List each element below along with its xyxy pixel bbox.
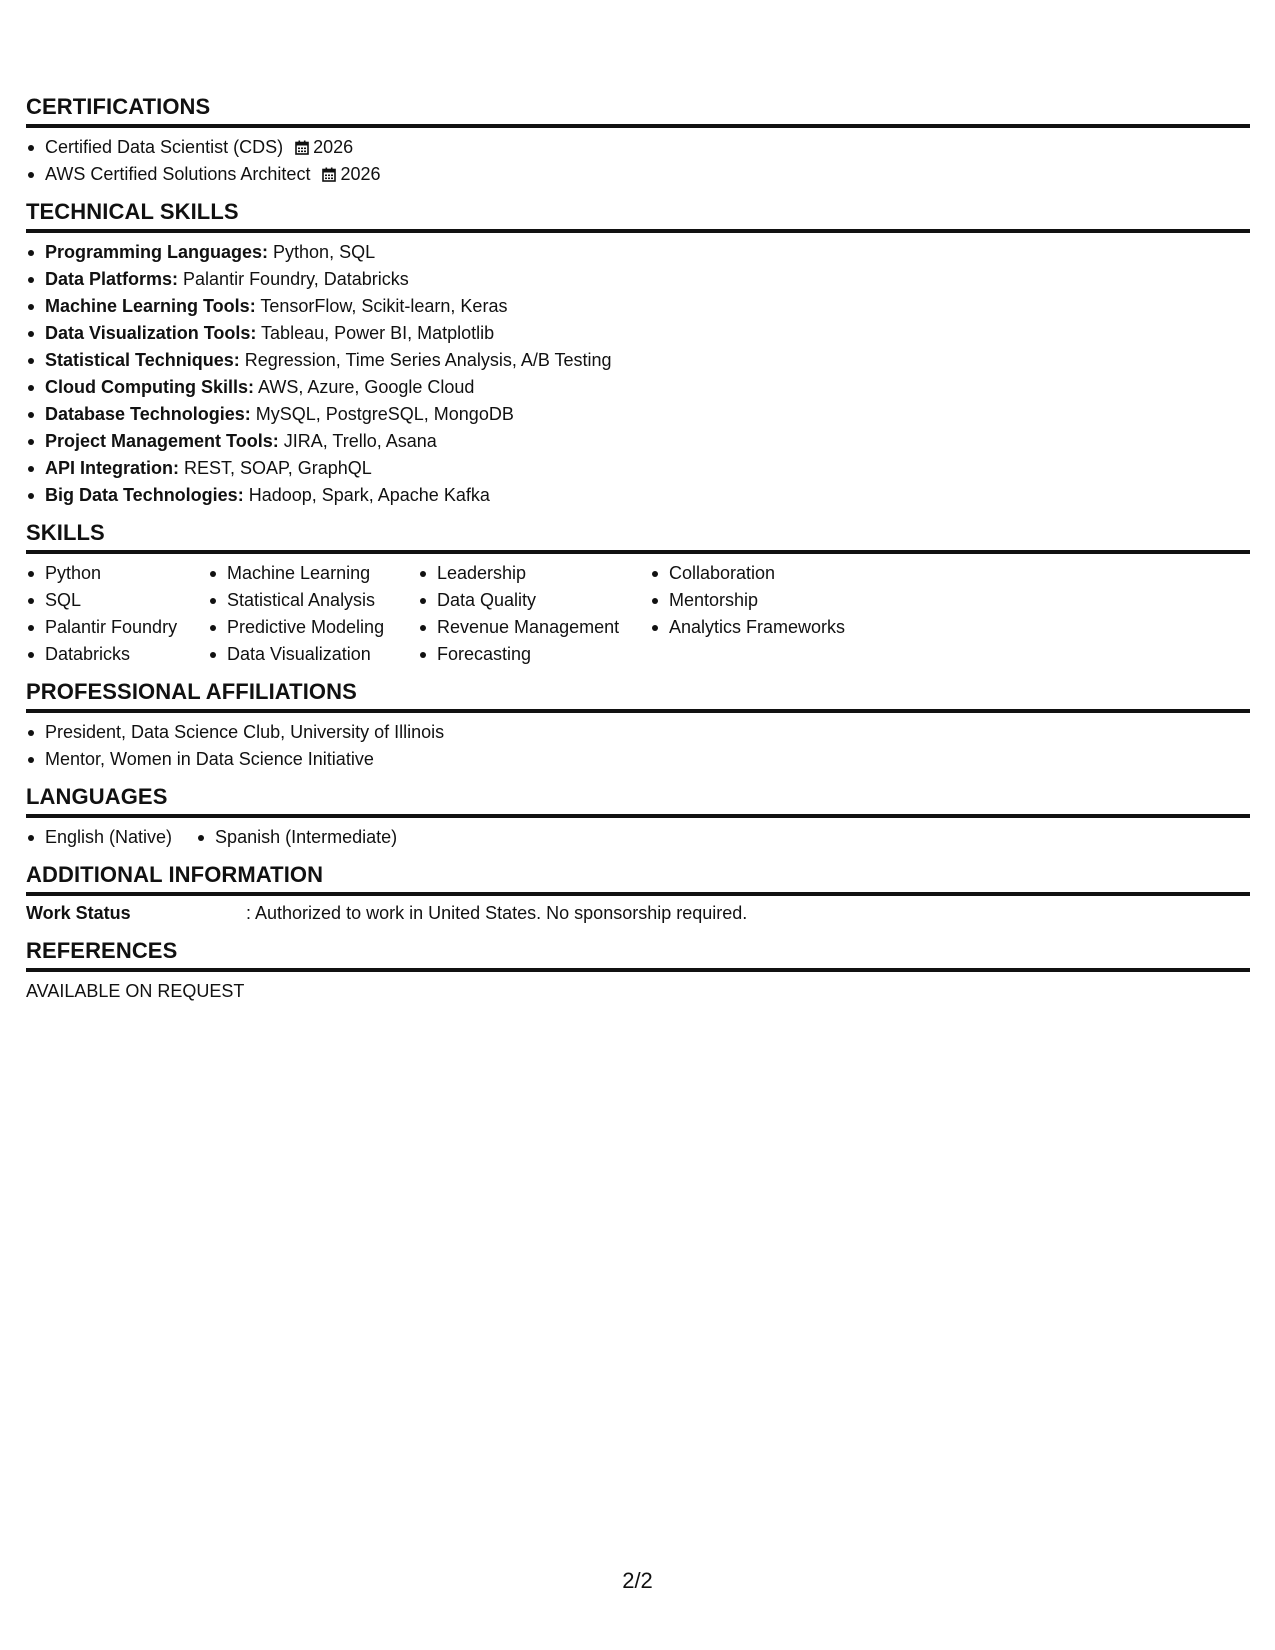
work-status-label: Work Status <box>26 903 131 923</box>
list-item: Statistical Analysis <box>208 587 418 614</box>
skill-category-value: Python, SQL <box>268 242 376 262</box>
list-item <box>26 428 1250 455</box>
technical-skills-list <box>26 239 1250 509</box>
calendar-icon <box>295 140 309 155</box>
additional-info-section <box>26 861 1250 927</box>
affiliations-heading: PROFESSIONAL AFFILIATIONS <box>26 678 1250 713</box>
skill-category-value: Palantir Foundry, Databricks <box>178 269 409 289</box>
skill-category-label: Data Visualization Tools: <box>45 323 257 343</box>
skills-column <box>650 560 890 668</box>
work-status-row <box>26 900 1250 927</box>
skill-category-value: AWS, Azure, Google Cloud <box>254 377 475 397</box>
certification-year: 2026 <box>313 137 354 157</box>
list-item <box>26 134 1250 161</box>
calendar-icon <box>322 167 336 182</box>
page-number: 2/2 <box>622 1568 653 1593</box>
references-text: AVAILABLE ON REQUEST <box>26 981 245 1001</box>
list-item <box>26 455 1250 482</box>
certifications-list <box>26 134 1250 188</box>
skill-category-label: API Integration: <box>45 458 179 478</box>
list-item: Mentor, Women in Data Science Initiative <box>26 746 1250 773</box>
additional-info-heading: ADDITIONAL INFORMATION <box>26 861 1250 896</box>
skills-column <box>418 560 650 668</box>
list-item: Palantir Foundry <box>26 614 208 641</box>
skills-column <box>26 560 208 668</box>
references-section <box>26 937 1250 1005</box>
languages-section <box>26 783 1250 851</box>
certifications-heading: CERTIFICATIONS <box>26 93 1250 128</box>
list-item: Data Visualization <box>208 641 418 668</box>
skill-category-label: Data Platforms: <box>45 269 179 289</box>
certification-year: 2026 <box>340 164 381 184</box>
languages-heading: LANGUAGES <box>26 783 1250 818</box>
list-item <box>26 239 1250 266</box>
skills-heading: SKILLS <box>26 519 1250 554</box>
list-item: Machine Learning <box>208 560 418 587</box>
list-item: Collaboration <box>650 560 890 587</box>
skill-category-label: Statistical Techniques: <box>45 350 240 370</box>
list-item: Revenue Management <box>418 614 650 641</box>
languages-row <box>26 824 1250 851</box>
skill-category-label: Programming Languages: <box>45 242 269 262</box>
list-item <box>26 320 1250 347</box>
skill-category-label: Big Data Technologies: <box>45 485 244 505</box>
skill-category-value: Regression, Time Series Analysis, A/B Testing <box>239 350 612 370</box>
affiliations-list <box>26 719 1250 773</box>
skill-category-value: TensorFlow, Scikit-learn, Keras <box>255 296 508 316</box>
list-item: Python <box>26 560 208 587</box>
skill-category-label: Cloud Computing Skills: <box>45 377 254 397</box>
technical-skills-heading: TECHNICAL SKILLS <box>26 198 1250 233</box>
skills-section <box>26 519 1250 668</box>
list-item: Spanish (Intermediate) <box>196 824 397 851</box>
list-item: Databricks <box>26 641 208 668</box>
skill-category-value: Hadoop, Spark, Apache Kafka <box>243 485 490 505</box>
list-item <box>26 293 1250 320</box>
skill-category-label: Project Management Tools: <box>45 431 279 451</box>
certifications-section <box>26 93 1250 188</box>
list-item <box>26 482 1250 509</box>
list-item: Analytics Frameworks <box>650 614 890 641</box>
list-item: Data Quality <box>418 587 650 614</box>
list-item <box>26 347 1250 374</box>
list-item <box>26 266 1250 293</box>
list-item: President, Data Science Club, University of Illinois <box>26 719 1250 746</box>
list-item: Forecasting <box>418 641 650 668</box>
skill-category-value: JIRA, Trello, Asana <box>278 431 437 451</box>
skill-category-value: REST, SOAP, GraphQL <box>179 458 372 478</box>
list-item: Mentorship <box>650 587 890 614</box>
list-item <box>26 161 1250 188</box>
list-item <box>26 374 1250 401</box>
skill-category-value: MySQL, PostgreSQL, MongoDB <box>250 404 514 424</box>
list-item <box>26 401 1250 428</box>
list-item: English (Native) <box>26 824 172 851</box>
certification-name: AWS Certified Solutions Architect <box>45 164 311 184</box>
skill-category-value: Tableau, Power BI, Matplotlib <box>256 323 495 343</box>
affiliations-section <box>26 678 1250 773</box>
technical-skills-section <box>26 198 1250 509</box>
list-item: SQL <box>26 587 208 614</box>
work-status-value: : Authorized to work in United States. No sponsorship required. <box>246 903 748 923</box>
skills-grid <box>26 560 1250 668</box>
list-item: Leadership <box>418 560 650 587</box>
languages-list <box>26 824 421 851</box>
skill-category-label: Database Technologies: <box>45 404 251 424</box>
resume-page <box>26 93 1250 1015</box>
references-heading: REFERENCES <box>26 937 1250 972</box>
list-item: Predictive Modeling <box>208 614 418 641</box>
skills-column <box>208 560 418 668</box>
certification-name: Certified Data Scientist (CDS) <box>45 137 284 157</box>
skill-category-label: Machine Learning Tools: <box>45 296 256 316</box>
